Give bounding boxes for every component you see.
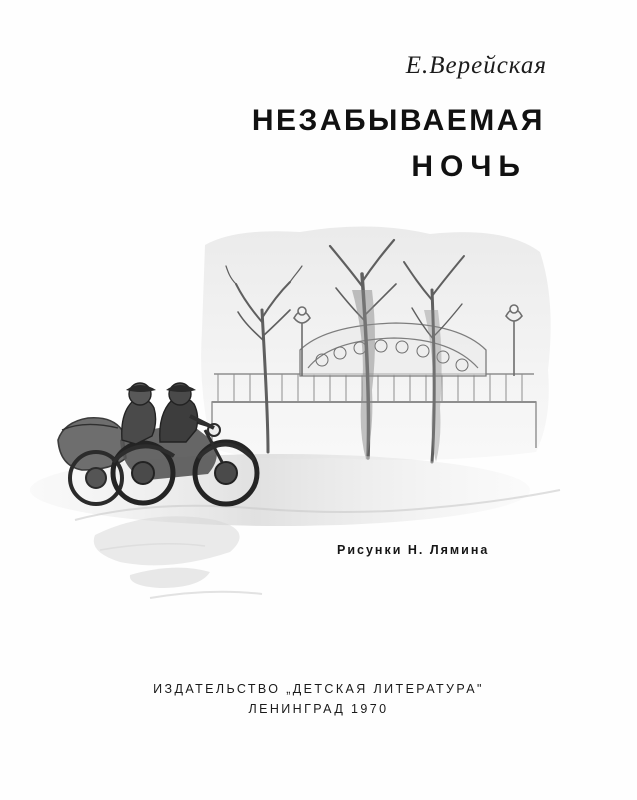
illustration-credit: Рисунки Н. Лямина (337, 543, 490, 557)
imprint-publisher: ИЗДАТЕЛЬСТВО „ДЕТСКАЯ ЛИТЕРАТУРА" (153, 682, 484, 696)
page-subtitle: НОЧЬ (411, 150, 527, 183)
author-name: Е.Верейская (405, 52, 547, 79)
page-title: НЕЗАБЫВАЕМАЯ (251, 104, 545, 137)
imprint-city-year: ЛЕНИНГРАД 1970 (248, 702, 389, 716)
motorcycle-with-sidecar-on-bridge-illustration (0, 190, 637, 610)
imprint (0, 682, 637, 716)
